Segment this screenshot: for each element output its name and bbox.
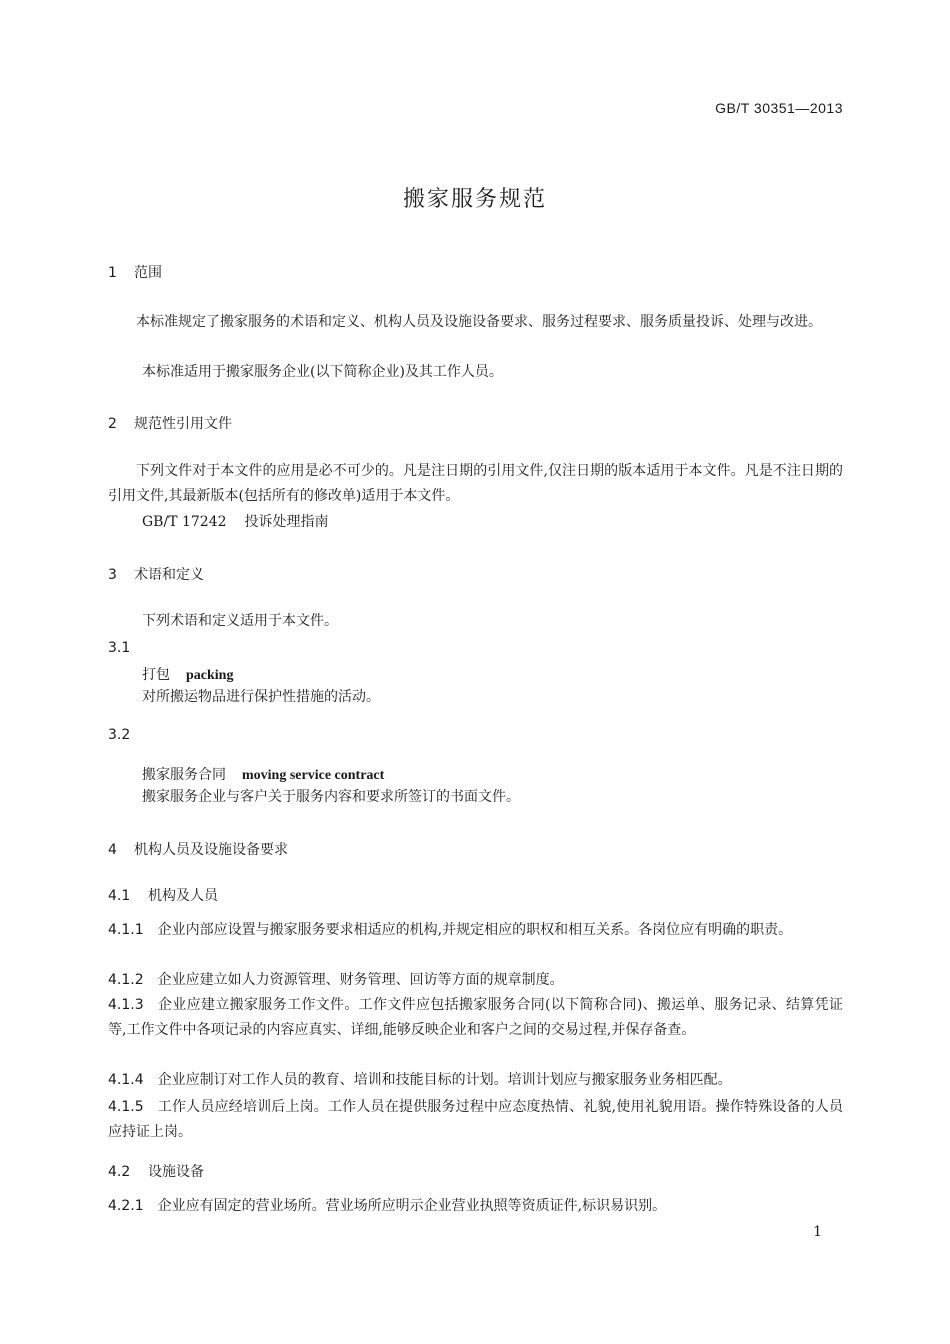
- section-title: 术语和定义: [134, 567, 204, 583]
- section-1-paragraph-1: 本标准规定了搬家服务的术语和定义、机构人员及设施设备要求、服务过程要求、服务质量投诉、处理与改进。: [136, 314, 822, 330]
- clause-number: 4.1.4: [108, 1072, 144, 1088]
- page-number: 1: [813, 1224, 822, 1240]
- clause-number: 4.1.1: [108, 922, 144, 938]
- section-1-heading: [108, 262, 162, 282]
- clause-4-2-1: [108, 1194, 843, 1219]
- term-number: 3.2: [108, 727, 131, 743]
- section-2-heading: [108, 413, 232, 433]
- subsection-4-1-heading: [108, 885, 218, 905]
- clause-4-1-4: [108, 1068, 843, 1093]
- normative-reference: [142, 510, 329, 535]
- term-definition: 对所搬运物品进行保护性措施的活动。: [142, 689, 380, 705]
- document-title: 搬家服务规范: [402, 187, 547, 212]
- section-title: 机构人员及设施设备要求: [134, 842, 288, 858]
- term-definition: 搬家服务企业与客户关于服务内容和要求所签订的书面文件。: [142, 789, 520, 805]
- section-number: 3: [108, 567, 117, 583]
- clause-number: 4.1.5: [108, 1099, 144, 1115]
- clause-number: 4.1.3: [108, 997, 144, 1013]
- term-number: 3.1: [108, 640, 131, 656]
- term-chinese: 搬家服务合同: [142, 767, 226, 783]
- reference-code: GB/T 17242: [142, 514, 227, 530]
- section-title: 规范性引用文件: [134, 416, 232, 432]
- clause-4-1-3: [108, 993, 843, 1043]
- standard-number: GB/T 30351—2013: [715, 100, 843, 116]
- clause-text: 企业应制订对工作人员的教育、培训和技能目标的计划。培训计划应与搬家服务业务相匹配。: [157, 1072, 732, 1088]
- subsection-4-2-heading: [108, 1161, 204, 1181]
- section-3-heading: [108, 564, 204, 584]
- reference-title: 投诉处理指南: [244, 514, 329, 530]
- clause-number: 4.1.2: [108, 972, 144, 988]
- clause-text: 企业应建立如人力资源管理、财务管理、回访等方面的规章制度。: [157, 972, 564, 988]
- clause-4-1-1: [108, 918, 843, 943]
- section-title: 范围: [134, 265, 162, 281]
- section-number: 4: [108, 842, 117, 858]
- clause-number: 4.2.1: [108, 1198, 144, 1214]
- clause-text: 企业应有固定的营业场所。营业场所应明示企业营业执照等资质证件,标识易识别。: [157, 1198, 667, 1214]
- subsection-number: 4.1: [108, 888, 131, 904]
- subsection-title: 设施设备: [148, 1164, 204, 1180]
- term-entry: [142, 764, 384, 784]
- section-4-heading: [108, 839, 288, 859]
- term-english: packing: [186, 668, 234, 683]
- clause-4-1-5: [108, 1095, 843, 1145]
- clause-text: 企业内部应设置与搬家服务要求相适应的机构,并规定相应的职权和相互关系。各岗位应有明确的职责。: [157, 922, 793, 938]
- section-1-paragraph-2: 本标准适用于搬家服务企业(以下简称企业)及其工作人员。: [142, 364, 503, 380]
- section-number: 1: [108, 265, 117, 281]
- term-entry: [142, 664, 233, 684]
- section-2-paragraph-1: 下列文件对于本文件的应用是必不可少的。凡是注日期的引用文件,仅注日期的版本适用于本文件。凡是不注日期的引用文件,其最新版本(包括所有的修改单)适用于本文件。: [108, 463, 843, 504]
- term-english: moving service contract: [242, 768, 385, 783]
- subsection-number: 4.2: [108, 1164, 131, 1180]
- clause-text: 工作人员应经培训后上岗。工作人员在提供服务过程中应态度热情、礼貌,使用礼貌用语。操作特殊设备的人员应持证上岗。: [108, 1099, 843, 1140]
- subsection-title: 机构及人员: [148, 888, 218, 904]
- section-number: 2: [108, 416, 117, 432]
- section-3-intro: 下列术语和定义适用于本文件。: [142, 613, 338, 629]
- clause-text: 企业应建立搬家服务工作文件。工作文件应包括搬家服务合同(以下简称合同)、搬运单、服务记录、结算凭证等,工作文件中各项记录的内容应真实、详细,能够反映企业和客户之间的交易过程,并保存备查。: [108, 997, 843, 1038]
- clause-4-1-2: [108, 968, 843, 993]
- term-chinese: 打包: [142, 667, 170, 683]
